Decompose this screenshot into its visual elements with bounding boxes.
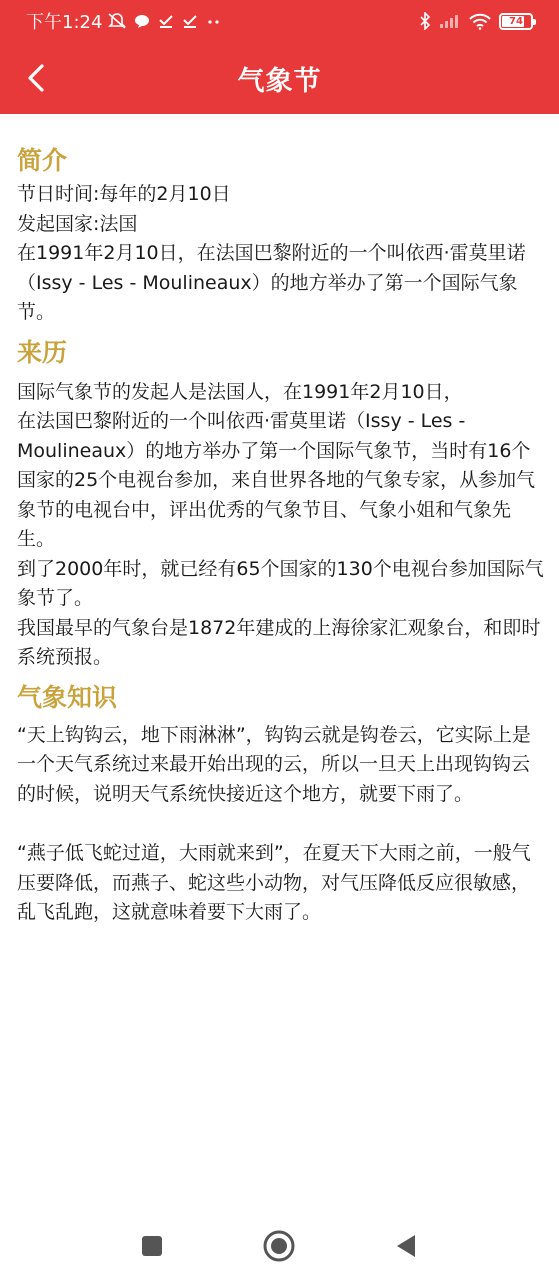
back-button[interactable] <box>14 56 58 100</box>
signal-icon <box>439 13 461 29</box>
page-title: 气象节 <box>237 65 322 97</box>
section-heading-intro: 简介 <box>17 146 68 175</box>
origin-paragraph: 到了2000年时，就已经有65个国家的130个电视台参加国际气象节了。 <box>17 557 544 609</box>
article-content <box>17 114 545 928</box>
chevron-left-icon <box>25 63 47 93</box>
origin-paragraph: 我国最早的气象台是1872年建成的上海徐家汇观象台，和即时系统预报。 <box>17 616 541 668</box>
download-check-icon <box>182 13 198 29</box>
bluetooth-icon <box>419 12 431 30</box>
home-button[interactable] <box>261 1228 297 1264</box>
intro-paragraph: 节日时间:每年的2月10日 <box>17 183 231 205</box>
nav-back-button[interactable] <box>388 1228 424 1264</box>
intro-paragraph: 在1991年2月10日，在法国巴黎附近的一个叫依西·雷莫里诺（Issy - Les - Moulineaux）的地方举办了第一个国际气象节。 <box>17 242 526 323</box>
app-bar <box>0 42 559 114</box>
knowledge-paragraph: “燕子低飞蛇过道，大雨就来到”，在夏天下大雨之前，一般气压要降低，而燕子、蛇这些小动物，对气压降低反应很敏感，乱飞乱跑，这就意味着要下大雨了。 <box>17 842 531 923</box>
battery-level: 74 <box>509 15 523 27</box>
circle-icon <box>262 1229 296 1263</box>
knowledge-paragraph: “天上钩钩云，地下雨淋淋”，钩钩云就是钩卷云，它实际上是一个天气系统过来最开始出现的云，所以一旦天上出现钩钩云的时候，说明天气系统快接近这个地方，就要下雨了。 <box>17 723 531 805</box>
battery-icon <box>499 13 533 30</box>
triangle-back-icon <box>394 1233 418 1259</box>
system-nav-bar <box>0 1212 559 1280</box>
intro-paragraph: 发起国家:法国 <box>17 212 138 235</box>
section-heading-origin: 来历 <box>17 337 68 367</box>
section-heading-knowledge: 气象知识 <box>17 682 118 712</box>
status-bar <box>0 0 559 42</box>
chat-bubble-icon <box>134 14 150 29</box>
wifi-icon <box>469 13 491 30</box>
status-time: 下午1:24 <box>26 12 103 33</box>
origin-paragraph: 国际气象节的发起人是法国人，在1991年2月10日， <box>17 380 463 403</box>
system-status-icons <box>419 12 533 30</box>
download-check-icon <box>158 13 174 29</box>
recent-apps-button[interactable] <box>134 1228 170 1264</box>
more-dots-icon <box>206 13 222 29</box>
notification-icons <box>108 13 222 29</box>
square-icon <box>140 1234 164 1258</box>
paragraph-spacer <box>17 809 545 839</box>
origin-paragraph: 在法国巴黎附近的一个叫依西·雷莫里诺（Issy - Les - Moulineaux）的地方举办了第一个国际气象节，当时有16个国家的25个电视台参加，来自世界各地的气象专家，从参加气象节的电视台中，评出优秀的气象节目、气象小姐和气象先生。 <box>17 410 536 550</box>
mute-icon <box>108 13 126 29</box>
